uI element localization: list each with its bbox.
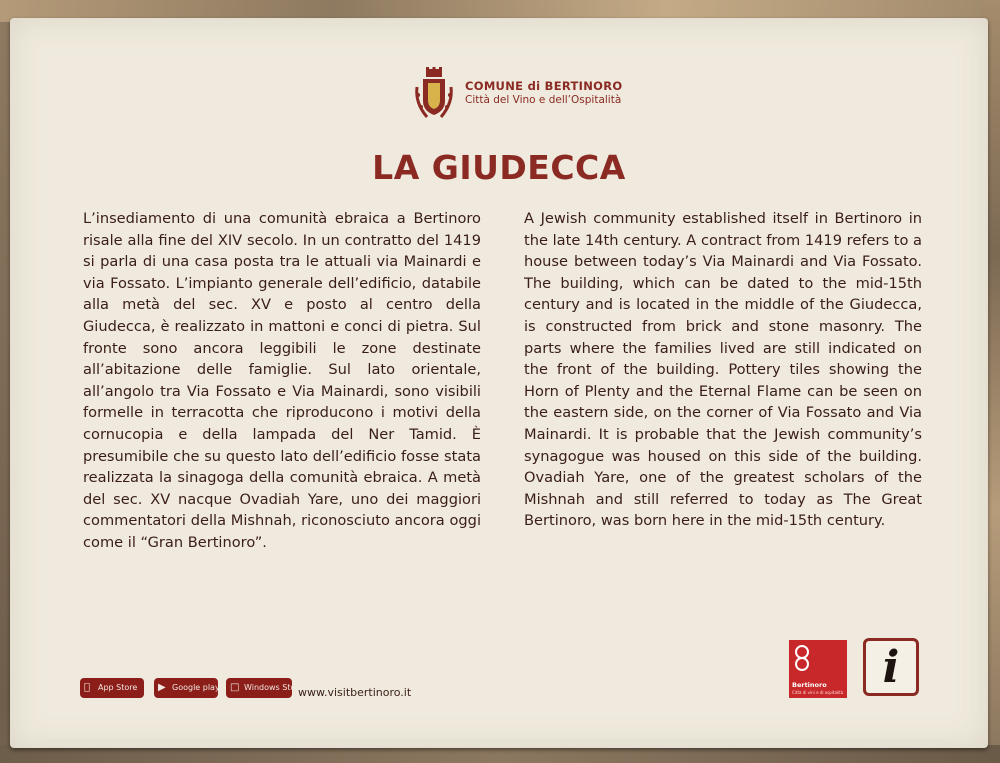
app-store-label: App Store bbox=[98, 683, 138, 692]
info-icon bbox=[863, 638, 919, 696]
website-link[interactable]: www.visitbertinoro.it bbox=[298, 686, 412, 699]
google-play-badge[interactable] bbox=[154, 678, 218, 698]
coat-of-arms-icon bbox=[413, 67, 455, 123]
bertinoro-logo-label: Bertinoro bbox=[792, 681, 827, 689]
play-icon: ▶ bbox=[158, 682, 166, 693]
windows-store-label: Windows Store bbox=[244, 683, 304, 692]
municipality-tagline: Città del Vino e dell’Ospitalità bbox=[465, 94, 622, 106]
windows-store-badge[interactable] bbox=[226, 678, 304, 698]
municipality-header bbox=[413, 67, 663, 123]
plaque-title: LA GIUDECCA bbox=[372, 148, 626, 187]
app-store-badge[interactable] bbox=[80, 678, 144, 698]
bertinoro-logo-subtitle: Città di vini e di ospitalità bbox=[792, 690, 844, 695]
italian-description: L’insediamento di una comunità ebraica a Bertinoro risale alla fine del XIV secolo. In un contratto del 1419 si parla di una casa posta tra le attuali via Mainardi e via Fossato. L’impianto generale dell’edificio, databile alla metà del sec. XV e posto al centro della Giudecca, è realizzato in mattoni e conci di pietra. Sul fronte sono ancora leggibili le zone destinate all’abitazione delle famiglie. Sul lato orientale, all’angolo tra Via Fossato e Via Mainardi, sono visibili formelle in terracotta che riproducono i motivi della cornucopia e della lampada del Ner Tamid. È presumibile che su questo lato dell’edificio fosse stata realizzata la sinagoga della comunità ebraica. A metà del sec. XV nacque Ovadiah Yare, uno dei maggiori commentatori della Mishnah, riconosciuto ancora oggi come il “Gran Bertinoro”. bbox=[83, 210, 481, 551]
municipality-name: COMUNE di BERTINORO bbox=[465, 79, 623, 93]
information-plaque bbox=[10, 18, 988, 748]
info-symbol: i bbox=[882, 642, 900, 693]
bertinoro-logo-mark-icon bbox=[789, 640, 847, 680]
apple-icon bbox=[84, 682, 94, 694]
bertinoro-logo bbox=[789, 640, 847, 698]
google-play-label: Google play bbox=[172, 683, 220, 692]
english-description: A Jewish community established itself in Bertinoro in the late 14th century. A contract from 1419 refers to a house between today’s Via Mainardi and Via Fossato. The building, which can be dated to the mid-15th century and is located in the middle of the Giudecca, is constructed from brick and stone masonry. The parts where the families lived are still indicated on the front of the building. Pottery tiles showing the Horn of Plenty and the Eternal Flame can be seen on the eastern side, on the corner of Via Fossato and Via Mainardi. It is probable that the Jewish community’s synagogue was housed on this side of the building. Ovadiah Yare, one of the greatest scholars of the Mishnah and still referred to today as The Great Bertinoro, was born here in the mid-15th century. bbox=[524, 210, 922, 530]
windows-icon: □ bbox=[230, 682, 240, 693]
